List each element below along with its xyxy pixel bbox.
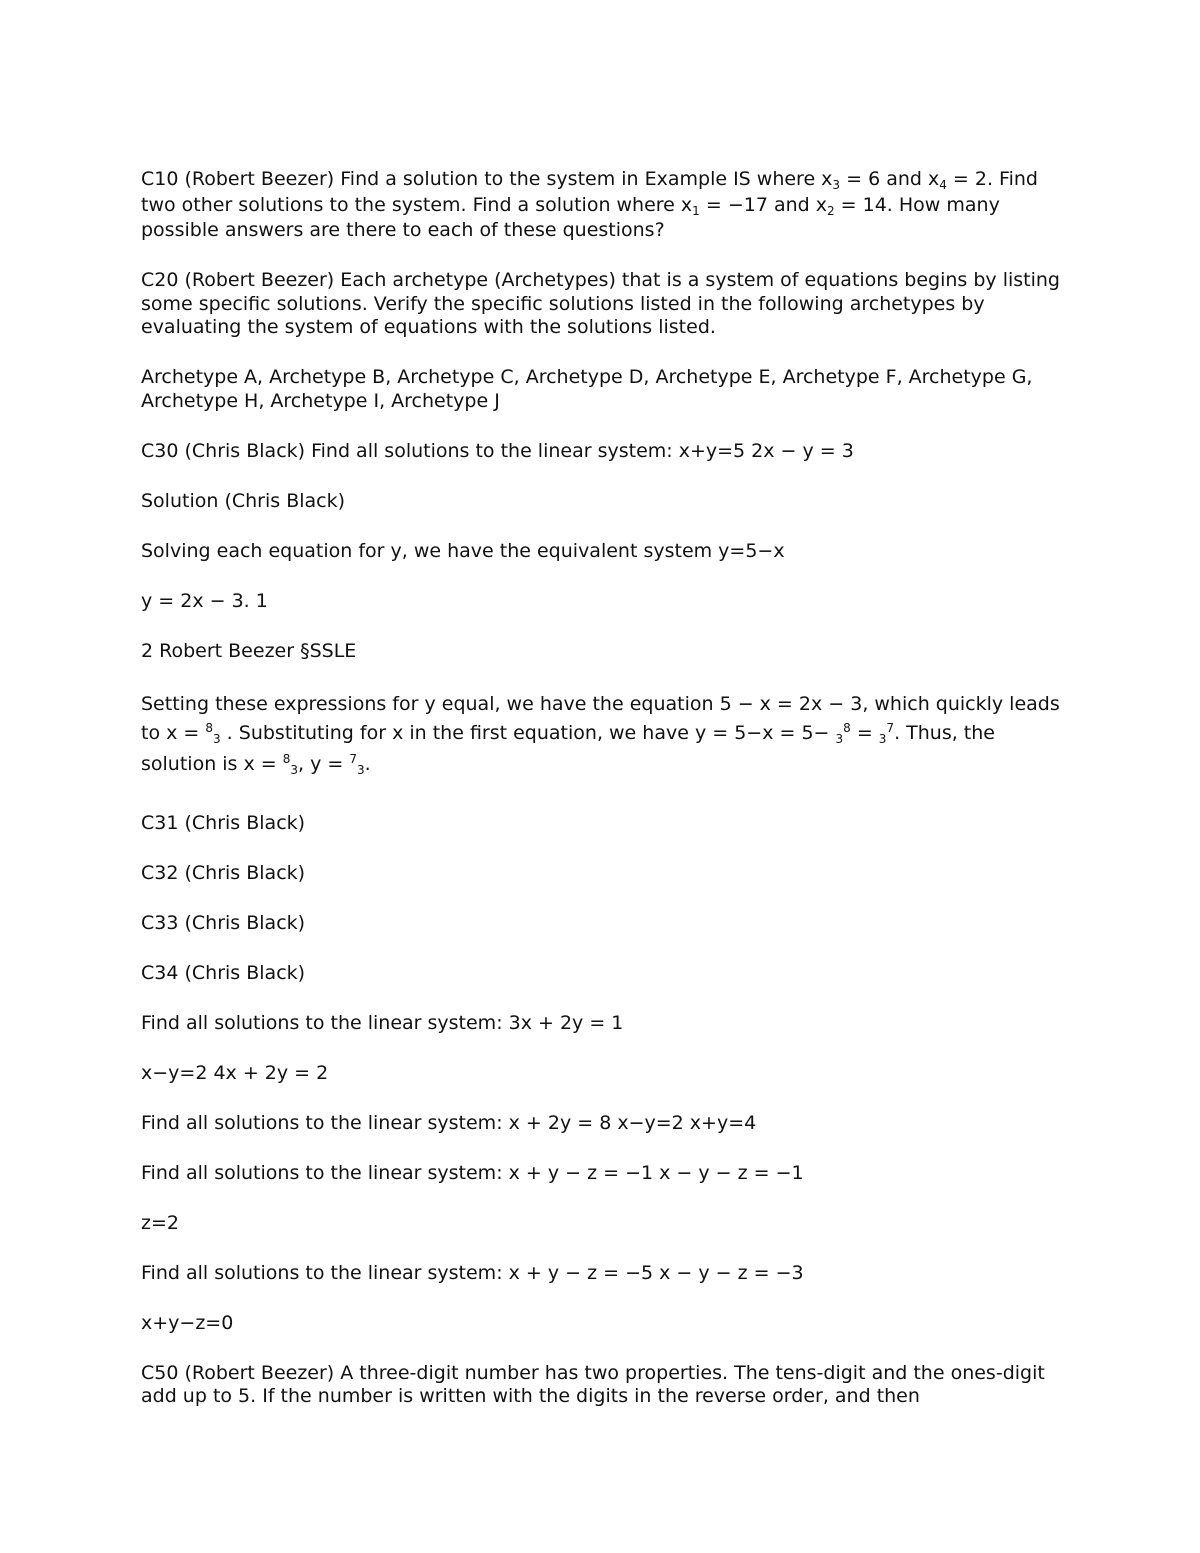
problem-4: Find all solutions to the linear system: x + y − z = −5 x − y − z = −3 [141,1261,804,1284]
solution-heading: Solution (Chris Black) [141,489,346,512]
problem-1-continued: x−y=2 4x + 2y = 2 [141,1061,329,1084]
fraction: $_3^8$ [835,720,851,746]
problem-3-continued: z=2 [141,1211,179,1234]
page-header: 2 Robert Beezer §SSLE [141,639,357,662]
solution-text-1: Solving each equation for y, we have the equivalent system y=5−x [141,539,785,562]
fraction: $^8_3$ [205,720,221,746]
subscript: 1 [692,203,700,218]
subscript: 4 [939,178,947,192]
fraction: $^7_3$ [349,751,365,777]
exercise-c30: C30 (Chris Black) Find all solutions to the linear system: x+y=5 2x − y = 3 [141,439,854,462]
exercise-c32: C32 (Chris Black) [141,861,306,884]
problem-3: Find all solutions to the linear system: x + y − z = −1 x − y − z = −1 [141,1161,804,1184]
document-body [141,168,1061,1435]
exercise-c50: C50 (Robert Beezer) A three-digit number has two properties. The tens-digit and the ones-digit add up to 5. If the number is written with the digits in the reverse order, and then [141,1361,1045,1407]
solution-equation: y = 2x − 3. 1 [141,589,268,612]
problem-4-continued: x+y−z=0 [141,1311,234,1334]
subscript: 2 [826,203,835,218]
subscript: 3 [832,178,841,192]
problem-1: Find all solutions to the linear system: 3x + 2y = 1 [141,1011,624,1034]
solution-text-2: Setting these expressions for y equal, we have the equation 5 − x = 2x − 3, which quickly leads to x = $^8_3$ . Substituting for x in the first equation, we have y = 5−x = 5− $_3^8$ = $_3^7$. Thus, the solution is x = $^8_3$, y = $^7_3$. [141,692,1060,777]
exercise-c10: C10 (Robert Beezer) Find a solution to the system in Example IS where $x_3 = 6$ and $x_4 = 2$. Find two other solutions to the system. Find a solution where $x_1 = -17$ and $x_2 = 14$. How many possible answers are there to each of these questions? [141,168,1038,241]
exercise-c34: C34 (Chris Black) [141,961,306,984]
exercise-c31: C31 (Chris Black) [141,811,306,834]
exercise-c20: C20 (Robert Beezer) Each archetype (Archetypes) that is a system of equations begins by listing some specific solutions. Verify the specific solutions listed in the following archetypes by evaluating the system of equations with the solutions listed. [141,269,1060,338]
fraction: $_3^7$ [878,720,895,746]
fraction: $^8_3$ [282,751,299,777]
exercise-c33: C33 (Chris Black) [141,911,306,934]
problem-2: Find all solutions to the linear system: x + 2y = 8 x−y=2 x+y=4 [141,1111,757,1134]
archetype-list: Archetype A, Archetype B, Archetype C, Archetype D, Archetype E, Archetype F, Archetype G, Archetype H, Archetype I, Archetype J [141,366,1033,412]
